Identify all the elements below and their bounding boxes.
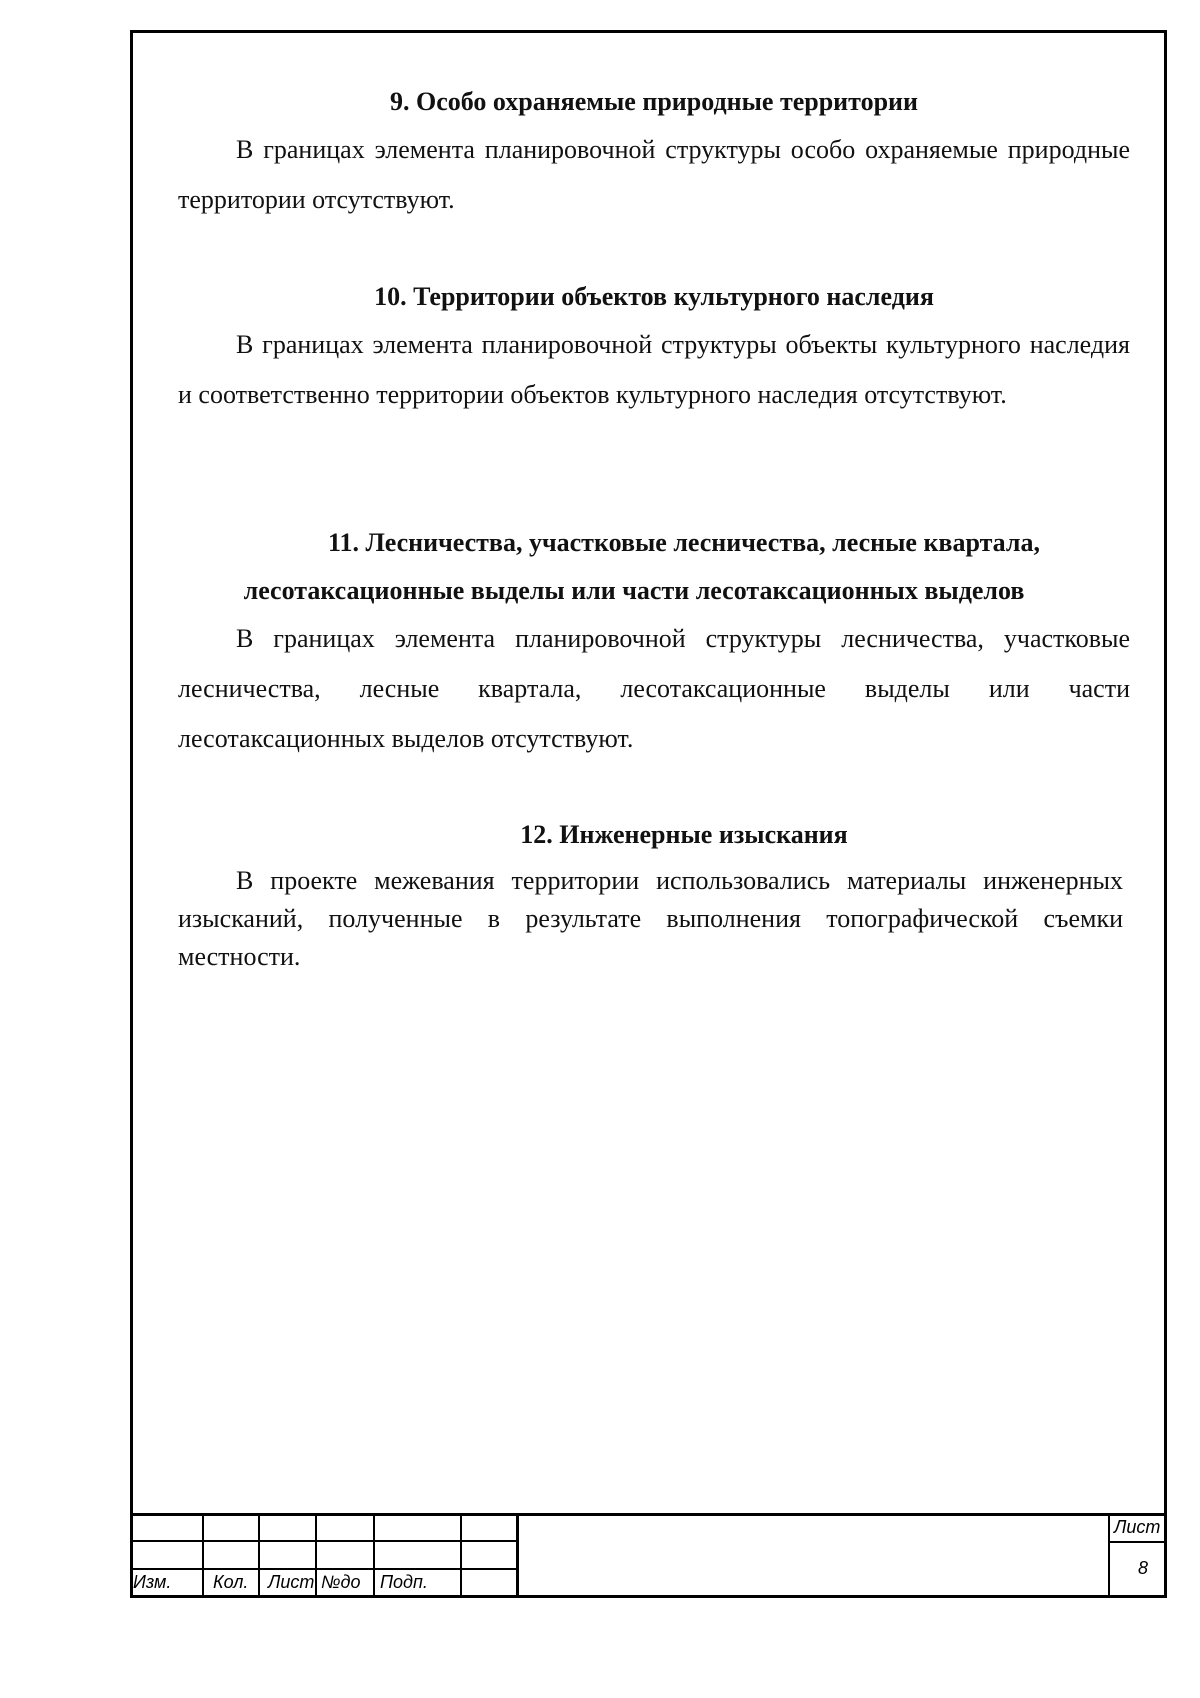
stamp-kol-label: Кол.: [213, 1572, 249, 1592]
section-12-heading: 12. Инженерные изыскания: [520, 820, 848, 849]
stamp-ndoc-label: №до: [321, 1572, 361, 1592]
stamp-block: [130, 1513, 1167, 1598]
section-12-paragraph: В проекте межевания территории использовались материалы инженерных изысканий, полученные в результате выполнения топографической съемки местности.: [178, 866, 1123, 971]
stamp-izm-label: Изм.: [133, 1572, 172, 1592]
stamp-podp-label: Подп.: [380, 1572, 428, 1592]
stamp-sheet-number: 8: [1138, 1558, 1149, 1578]
section-10-paragraph: В границах элемента планировочной структуры объекты культурного наследия и соответственно территории объектов культурного наследия отсутствуют.: [178, 330, 1130, 409]
section-10-heading: 10. Территории объектов культурного наследия: [374, 282, 934, 311]
section-9-paragraph: В границах элемента планировочной структуры особо охраняемые природные территории отсутствуют.: [178, 135, 1130, 214]
stamp-list-label: Лист: [268, 1572, 315, 1592]
section-9-heading: 9. Особо охраняемые природные территории: [389, 87, 919, 116]
section-11-paragraph: В границах элемента планировочной структуры лесничества, участковые лесничества, лесные квартала, лесотаксационные выделы или части лесотаксационных выделов отсутствуют.: [178, 624, 1130, 753]
stamp-sheet-label: Лист: [1114, 1517, 1161, 1537]
section-11-heading-line1: 11. Лесничества, участковые лесничества, лесные квартала,: [327, 528, 1040, 557]
section-11-heading-line2: лесотаксационные выделы или части лесотаксационных выделов: [243, 576, 1025, 605]
